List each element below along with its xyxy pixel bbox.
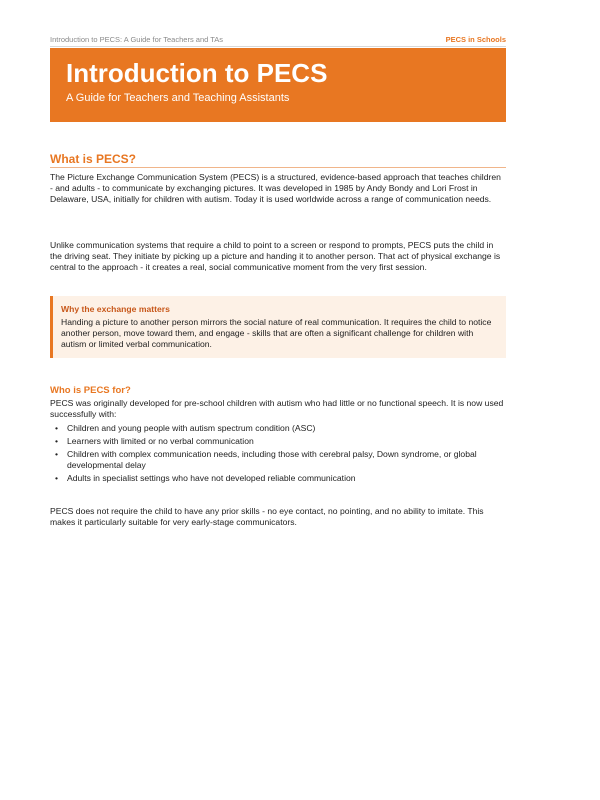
list-item-text: Children with complex communication needs, including those with cerebral palsy, Down syndrome, or global developmental delay bbox=[67, 449, 477, 470]
title-banner bbox=[50, 48, 506, 122]
paragraph-definition: The Picture Exchange Communication System (PECS) is a structured, evidence-based approach that teaches children - and adults - to communicate by exchanging pictures. It was developed in 1985 by Andy Bondy and Lori Frost in Delaware, USA, initially for children with autism. Today it is used worldwide across a range of communication needs. bbox=[50, 172, 501, 204]
callout-title: Why the exchange matters bbox=[61, 304, 170, 314]
bullet-icon: • bbox=[55, 473, 59, 483]
callout-body: Handing a picture to another person mirrors the social nature of real communication. It requires the child to notice another person, move toward them, and engage - skills that are often a significant challenge for children with autism or limited verbal communication. bbox=[61, 317, 492, 349]
list-item-text: Children and young people with autism spectrum condition (ASC) bbox=[67, 423, 316, 433]
bullet-icon: • bbox=[55, 423, 59, 433]
running-header bbox=[50, 34, 506, 46]
callout-box bbox=[50, 296, 506, 358]
section-heading-what-is-pecs: What is PECS? bbox=[50, 152, 137, 166]
list-item bbox=[50, 423, 506, 434]
list-item bbox=[50, 473, 506, 484]
bullet-icon: • bbox=[55, 436, 59, 446]
list-item bbox=[50, 436, 506, 447]
running-header-series: PECS in Schools bbox=[445, 35, 506, 44]
audience-list bbox=[50, 423, 506, 486]
section-divider bbox=[50, 167, 506, 168]
section-heading-who-is-pecs-for: Who is PECS for? bbox=[50, 385, 131, 396]
list-item-text: Adults in specialist settings who have not developed reliable communication bbox=[67, 473, 356, 483]
paragraph-who-intro: PECS was originally developed for pre-school children with autism who had little or no functional speech. It is now used successfully with: bbox=[50, 398, 504, 419]
paragraph-no-prerequisites: PECS does not require the child to have any prior skills - no eye contact, no pointing, and no ability to imitate. This makes it particularly suitable for very early-stage communicators. bbox=[50, 506, 484, 527]
running-header-title: Introduction to PECS: A Guide for Teachers and TAs bbox=[50, 35, 224, 44]
list-item-text: Learners with limited or no verbal communication bbox=[67, 436, 254, 446]
bullet-icon: • bbox=[55, 449, 59, 459]
page-title: Introduction to PECS bbox=[66, 58, 328, 88]
page-subtitle: A Guide for Teachers and Teaching Assistants bbox=[66, 92, 290, 104]
list-item bbox=[50, 449, 506, 471]
header-divider bbox=[50, 46, 506, 47]
paragraph-exchange: Unlike communication systems that require a child to point to a screen or respond to prompts, PECS puts the child in the driving seat. They initiate by picking up a picture and handing it to another person. That act of physical exchange is central to the approach - it creates a real, social communicative moment from the very first session. bbox=[50, 240, 501, 272]
